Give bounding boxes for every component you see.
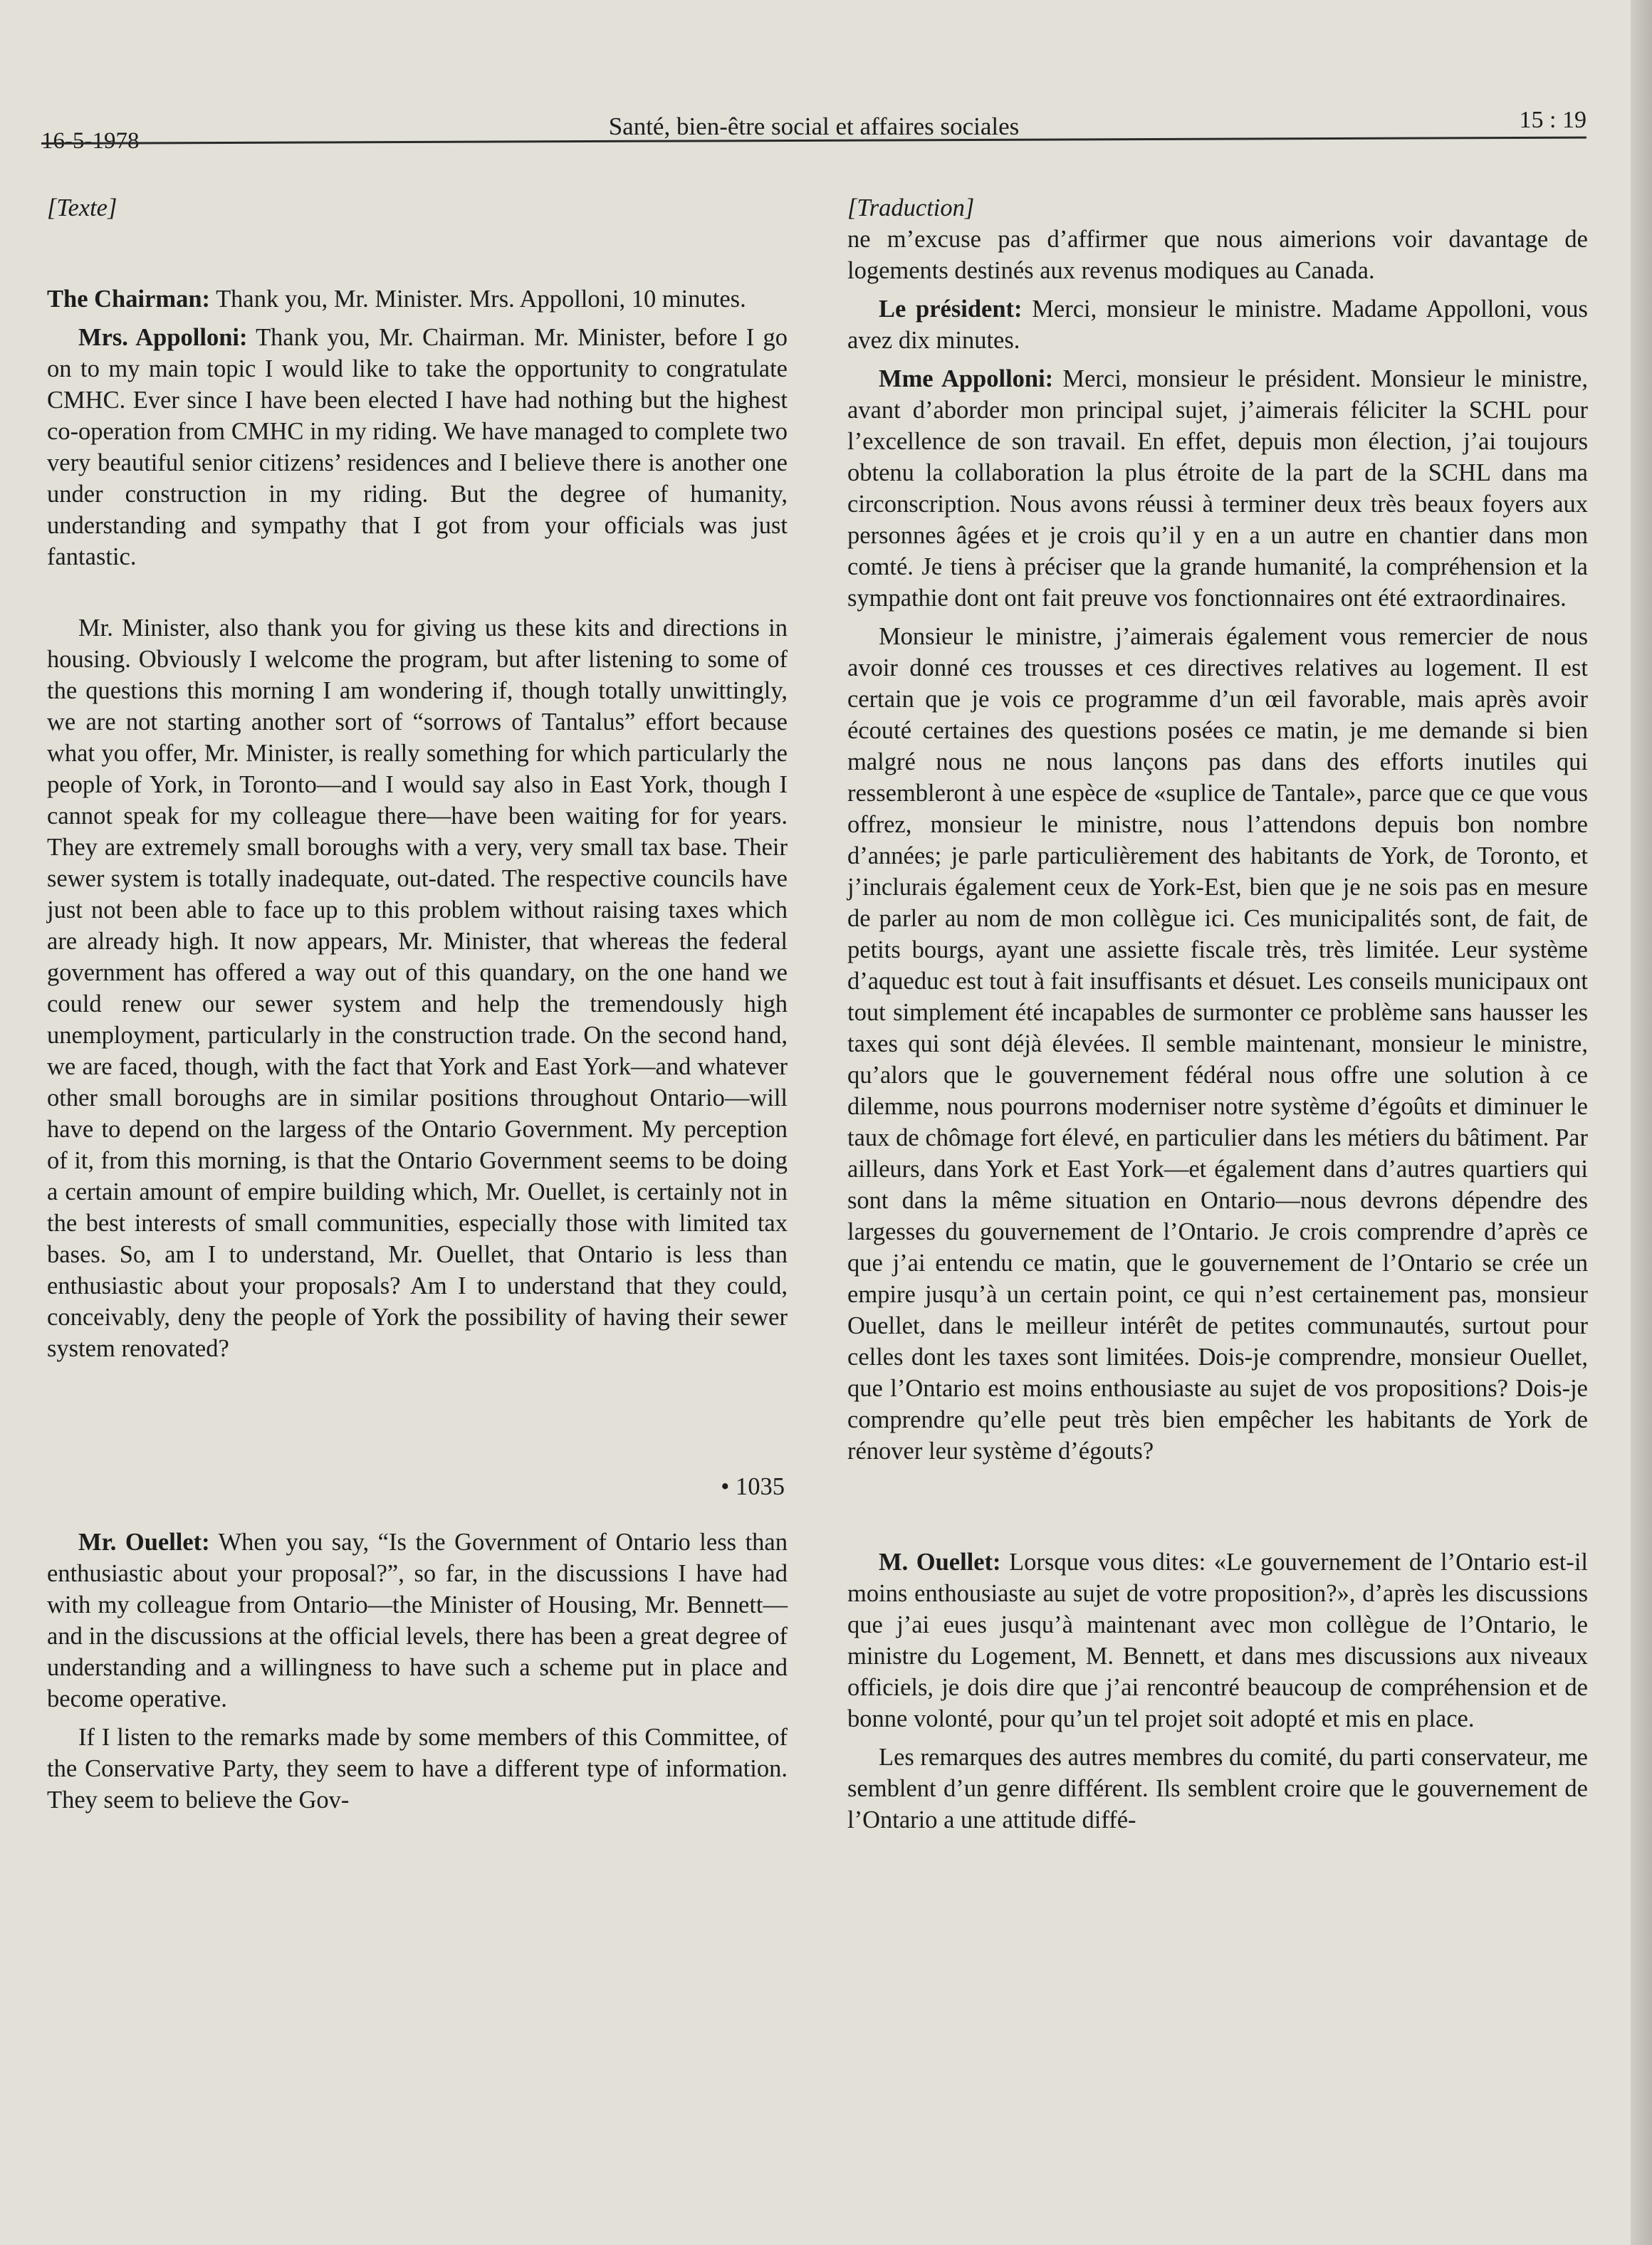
french-column (847, 192, 1588, 1843)
header-date: 16-5-1978 (41, 128, 140, 154)
paragraph: ne m’excuse pas d’affirmer que nous aimerions voir davantage de logements destinés aux revenus modiques au Canada. (847, 226, 1588, 284)
paragraph (847, 293, 1588, 356)
paragraph: Mr. Minister, also thank you for giving us these kits and directions in housing. Obviously I welcome the program, but after listening to some of the questions this morning I am wondering if, though totally unwittingly, we are not starting another sort of “sorrows of Tantalus” effort because what you offer, Mr. Minister, is really something for which particularly the people of York, in Toronto—and I would say also in East York, though I cannot speak for my colleague there—have been waiting for for years. They are extremely small boroughs with a very, very small tax base. Their sewer system is totally inadequate, out-dated. The respective councils have just not been able to face up to this problem without raising taxes which are already high. It now appears, Mr. Minister, that whereas the federal government has offered a way out of this quandary, on the one hand we could renew our sewer system and help the tremendously high unemployment, particularly in the construction trade. On the second hand, we are faced, though, with the fact that York and East York—and whatever other small boroughs are in similar positions throughout Ontario—will have to depend on the largess of the Ontario Government. My perception of it, from this morning, is that the Ontario Government seems to be doing a certain amount of empire building which, Mr. Ouellet, is certainly not in the best interests of small communities, especially those with limited tax bases. So, am I to understand, Mr. Ouellet, that Ontario is less than enthusiastic about your proposals? Am I to understand that they could, conceivably, deny the people of York the possibility of having their sewer system renovated? (47, 614, 788, 1362)
paragraph: Les remarques des autres membres du comité, du parti conservateur, me semblent d’un genre différent. Ils semblent croire que le gouvernement de l’Ontario a une attitude diffé- (847, 1744, 1588, 1833)
speech-text: Lorsque vous dites: «Le gouvernement de l’Ontario est-il moins enthousiaste au sujet de votre proposition?», d’après les discussions que j’ai eues jusqu’à maintenant avec mon collègue de l’Ontario, le ministre du Logement, M. Bennett, et dans mes discussions aux niveaux officiels, je dois dire que j’ai rencontré beaucoup de compréhension et de bonne volonté, pour qu’un tel projet soit adopté et mis en place. (847, 1549, 1588, 1732)
time-marker: • 1035 (721, 1473, 785, 1500)
speaker-name: M. Ouellet: (879, 1549, 1001, 1576)
header-title: Santé, bien-être social et affaires sociales (608, 112, 1020, 140)
speaker-name: Mr. Ouellet: (78, 1529, 210, 1556)
paragraph (47, 322, 788, 572)
page-spine (1631, 0, 1652, 2245)
speaker-name: Mrs. Appolloni: (78, 324, 248, 351)
english-column (47, 192, 788, 1823)
paragraph: Monsieur le ministre, j’aimerais également vous remercier de nous avoir donné ces trousses et ces directives relatives au logement. Il est certain que je vois ce programme d’un œil favorable, mais après avoir écouté certaines des questions posées ce matin, je me demande si bien malgré nous ne nous lançons pas dans des efforts inutiles qui ressembleront à une espèce de «suplice de Tantale», parce que ce que vous offrez, monsieur le ministre, nous l’attendons depuis bon nombre d’années; je parle particulièrement des habitants de York, de Toronto, et j’inclurais également ceux de York-Est, bien que je ne sois pas en mesure de parler au nom de mon collègue ici. Ces municipalités sont, de fait, de petits bourgs, ayant une assiette fiscale très, très limitée. Leur système d’aqueduc est tout à fait insuffisants et désuet. Les conseils municipaux ont tout simplement été incapables de surmonter ce problème sans hausser les taxes qui sont déjà élevées. Il semble maintenant, monsieur le ministre, qu’alors que le gouvernement fédéral nous offre une solution à ce dilemme, nous pourrons moderniser notre système d’égoûts et diminuer le taux de chômage fort élevé, en particulier dans les métiers du bâtiment. Par ailleurs, dans York et East York—et également dans d’autres quartiers qui sont dans la même situation en Ontario—nous devrons dépendre des largesses du gouvernement de l’Ontario. Je crois comprendre d’après ce que j’ai entendu ce matin, que le gouvernement de l’Ontario se crée un empire jusqu’à un certain point, ce qui n’est certainement pas, monsieur Ouellet, dans le meilleur intérêt de petites communautés, surtout pour celles dont les taxes sont limitées. Dois-je comprendre, monsieur Ouellet, que l’Ontario est moins enthousiaste au sujet de vos propositions? Dois-je comprendre qu’elle peut très bien empêcher les habitants de York de rénover leur système d’égouts? (847, 623, 1588, 1465)
paragraph: If I listen to the remarks made by some members of this Committee, of the Conservative Party, they seem to have a different type of information. They seem to believe the Gov- (47, 1724, 788, 1814)
paragraph (847, 363, 1588, 614)
page-header (41, 107, 1586, 157)
speaker-name: Mme Appolloni: (879, 365, 1054, 392)
speech-text: When you say, “Is the Government of Ontario less than enthusiastic about your proposal?”, so far, in the discussions I have had with my colleague from Ontario—the Minister of Housing, Mr. Bennett—and in the discussions at the official levels, there has been a great degree of understanding and a willingness to have such a scheme put in place and become operative. (47, 1529, 788, 1712)
speech-text: Merci, monsieur le président. Monsieur le ministre, avant d’aborder mon principal sujet, j’aimerais féliciter la SCHL pour l’excellence de son travail. En effet, depuis mon élection, j’ai toujours obtenu la collaboration la plus étroite de la part de la SCHL dans ma circonscription. Nous avons réussi à terminer deux très beaux foyers aux personnes âgées et je crois qu’il y en a un autre en chantier dans mon comté. Je tiens à préciser que la grande humanité, la compréhension et la sympathie dont ont fait preuve vos fonctionnaires ont été extraordinaires. (847, 365, 1588, 612)
speaker-name: Le président: (879, 295, 1023, 323)
column-label: [Traduction] (847, 194, 975, 221)
paragraph (47, 283, 788, 315)
header-page-number: 15 : 19 (1519, 107, 1586, 133)
speech-text: Merci, monsieur le ministre. Madame Appolloni, vous avez dix minutes. (847, 295, 1588, 354)
speech-text: Thank you, Mr. Chairman. Mr. Minister, before I go on to my main topic I would like to take the opportunity to congratulate CMHC. Ever since I have been elected I have had nothing but the highest co-operation from CMHC in my riding. We have managed to complete two very beautiful senior citizens’ residences and I believe there is another one under construction in my riding. But the degree of humanity, understanding and sympathy that I got from your officials was just fantastic. (47, 324, 788, 570)
column-label: [Texte] (47, 194, 117, 221)
speaker-name: The Chairman: (47, 286, 211, 313)
paragraph (47, 1527, 788, 1715)
paragraph (847, 1547, 1588, 1734)
speech-text: Thank you, Mr. Minister. Mrs. Appolloni, 10 minutes. (210, 286, 746, 313)
